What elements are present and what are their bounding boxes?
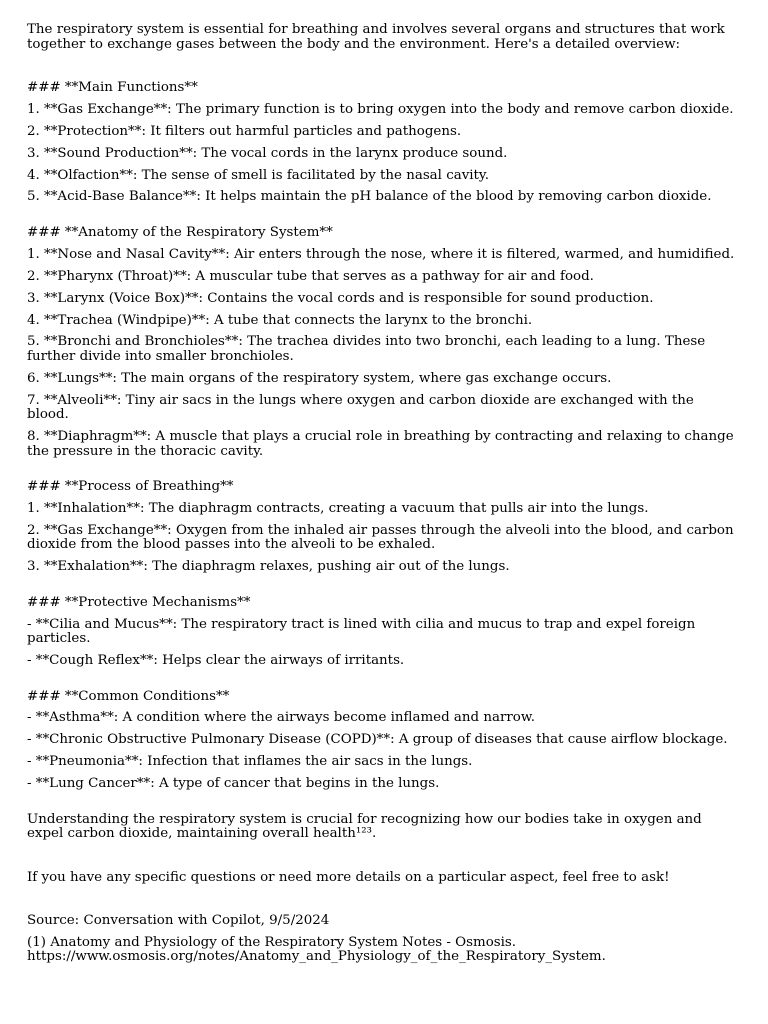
list-item: 4. **Olfaction**: The sense of smell is facilitated by the nasal cavity. xyxy=(27,167,489,183)
intro-paragraph: The respiratory system is essential for breathing and involves several organs and structures that work together to exchange gases between the body and the environment. Here's a detailed overview: xyxy=(27,22,729,52)
list-item: 3. **Larynx (Voice Box)**: Contains the vocal cords and is responsible for sound production. xyxy=(27,290,654,306)
list-item: 6. **Lungs**: The main organs of the respiratory system, where gas exchange occurs. xyxy=(27,370,612,386)
document-page xyxy=(27,23,739,965)
list-item: - **Cilia and Mucus**: The respiratory tract is lined with cilia and mucus to trap and expel foreign particles. xyxy=(27,616,696,647)
section-common-conditions xyxy=(27,690,739,792)
list-item: 2. **Gas Exchange**: Oxygen from the inhaled air passes through the alveoli into the blood, and carbon dioxide from the blood passes into the alveoli to be exhaled. xyxy=(27,522,734,553)
list-item: 5. **Acid-Base Balance**: It helps maintain the pH balance of the blood by removing carbon dioxide. xyxy=(27,189,712,205)
reference-link[interactable]: (1) Anatomy and Physiology of the Respiratory System Notes - Osmosis. https://www.osmosis.org/notes/Anatomy_and_Physiology_of_the_Respiratory_System. xyxy=(27,934,606,965)
list-item: 8. **Diaphragm**: A muscle that plays a crucial role in breathing by contracting and relaxing to change the pressure in the thoracic cavity. xyxy=(27,429,734,459)
list-item: 3. **Sound Production**: The vocal cords in the larynx produce sound. xyxy=(27,145,508,161)
section-main-functions xyxy=(27,81,739,205)
list-item: 7. **Alveoli**: Tiny air sacs in the lungs where oxygen and carbon dioxide are exchanged with the blood. xyxy=(27,392,694,423)
list-item: - **Chronic Obstructive Pulmonary Disease (COPD)**: A group of diseases that cause airflow blockage. xyxy=(27,732,728,748)
list-item: 2. **Protection**: It filters out harmful particles and pathogens. xyxy=(27,123,462,139)
list-item: - **Cough Reflex**: Helps clear the airways of irritants. xyxy=(27,653,405,669)
section-heading: ### **Anatomy of the Respiratory System** xyxy=(27,224,333,240)
list-item: 3. **Exhalation**: The diaphragm relaxes, pushing air out of the lungs. xyxy=(27,559,510,575)
section-protective-mechanisms xyxy=(27,596,739,669)
list-item: 1. **Gas Exchange**: The primary function is to bring oxygen into the body and remove carbon dioxide. xyxy=(27,101,734,117)
section-heading: ### **Protective Mechanisms** xyxy=(27,594,251,610)
conclusion-paragraph: Understanding the respiratory system is crucial for recognizing how our bodies take in oxygen and expel carbon dioxide, maintaining overall health¹²³. xyxy=(27,811,707,842)
list-item: - **Lung Cancer**: A type of cancer that begins in the lungs. xyxy=(27,776,440,792)
list-item: 2. **Pharynx (Throat)**: A muscular tube that serves as a pathway for air and food. xyxy=(27,268,594,284)
section-heading: ### **Main Functions** xyxy=(27,80,198,95)
section-process-of-breathing xyxy=(27,480,739,575)
section-heading: ### **Process of Breathing** xyxy=(27,479,234,495)
closing-paragraph: If you have any specific questions or need more details on a particular aspect, feel free to ask! xyxy=(27,869,670,885)
section-heading: ### **Common Conditions** xyxy=(27,688,230,704)
list-item: 5. **Bronchi and Bronchioles**: The trachea divides into two bronchi, each leading to a lung. These further divide into smaller bronchioles. xyxy=(27,334,706,364)
section-anatomy xyxy=(27,226,739,459)
list-item: - **Asthma**: A condition where the airways become inflamed and narrow. xyxy=(27,710,535,726)
source-line: Source: Conversation with Copilot, 9/5/2024 xyxy=(27,913,330,929)
list-item: 4. **Trachea (Windpipe)**: A tube that connects the larynx to the bronchi. xyxy=(27,312,533,328)
list-item: - **Pneumonia**: Infection that inflames the air sacs in the lungs. xyxy=(27,754,473,770)
list-item: 1. **Nose and Nasal Cavity**: Air enters through the nose, where it is filtered, warmed, and humidified. xyxy=(27,246,735,262)
list-item: 1. **Inhalation**: The diaphragm contracts, creating a vacuum that pulls air into the lungs. xyxy=(27,500,649,516)
